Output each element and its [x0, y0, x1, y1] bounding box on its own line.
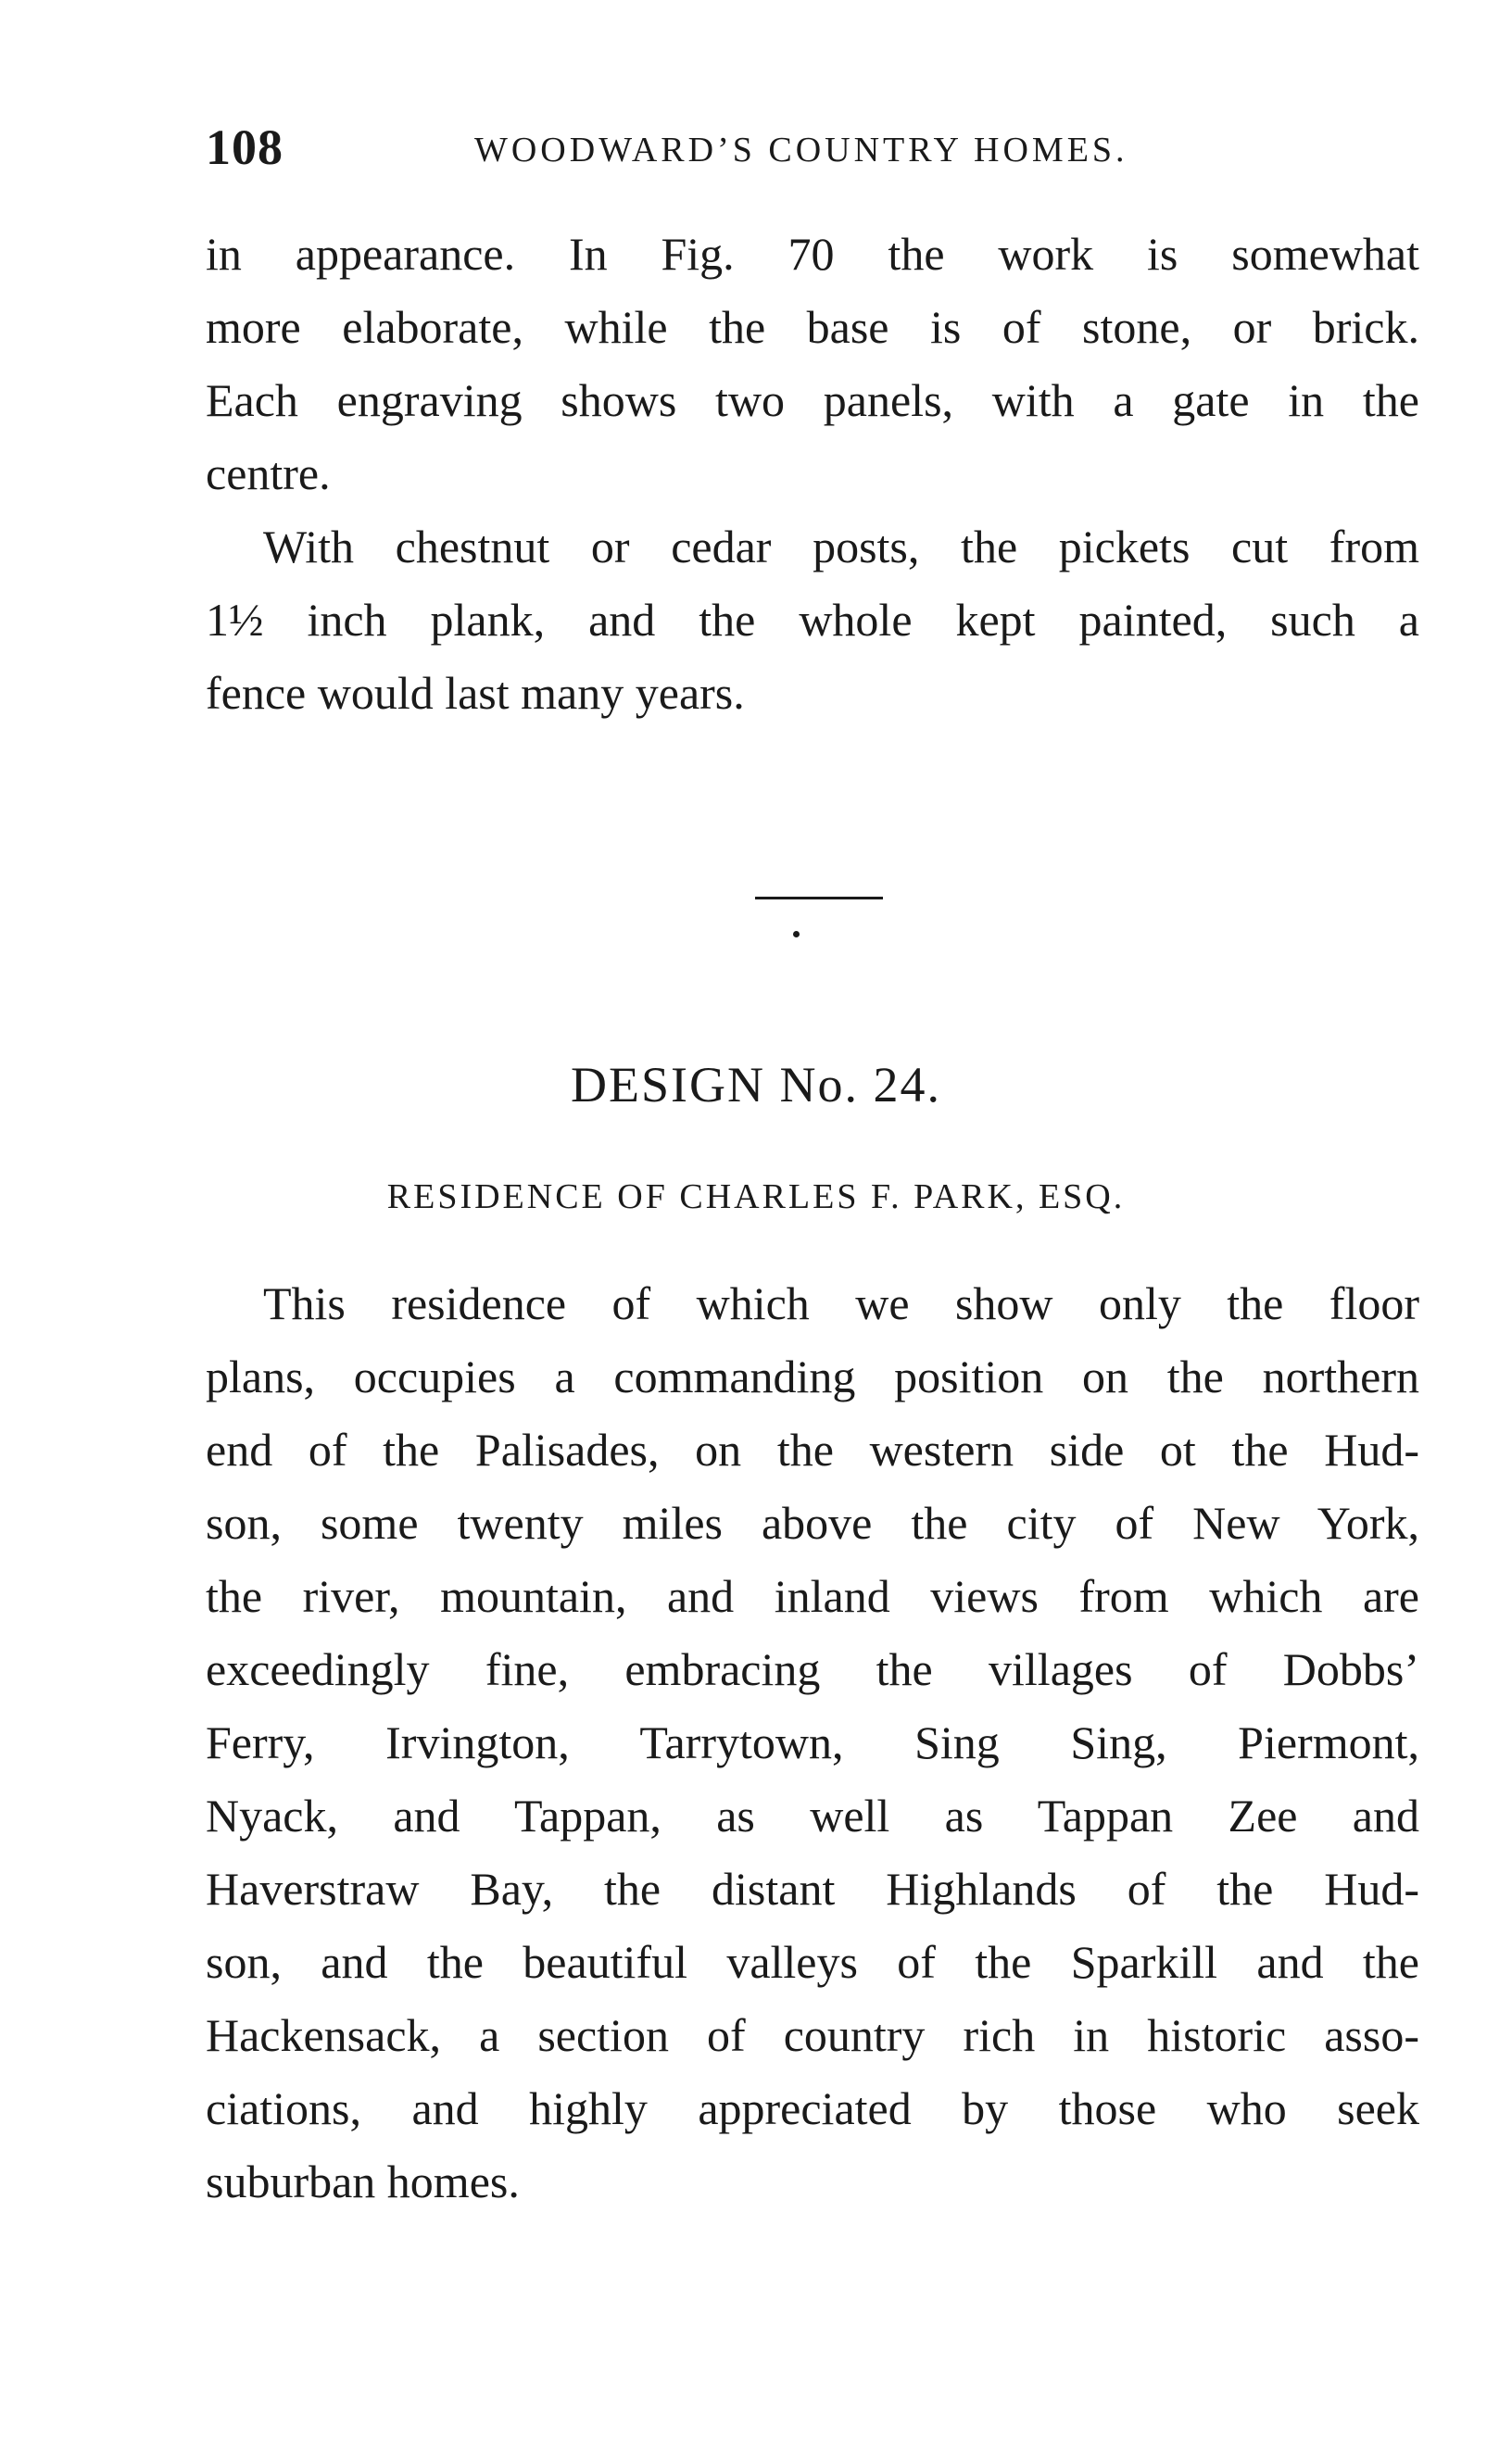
paragraph-line: Each engraving shows two panels, with a gate in the	[206, 374, 1419, 426]
paragraph-line: Nyack, and Tappan, as well as Tappan Zee and	[206, 1790, 1419, 1842]
paragraph-line: plans, occupies a commanding position on the northern	[206, 1351, 1419, 1402]
paragraph-line: centre.	[206, 447, 331, 499]
paragraph-line: son, and the beautiful valleys of the Sparkill and the	[206, 1936, 1419, 1988]
paragraph-line: end of the Palisades, on the western side ot the Hud-	[206, 1424, 1419, 1476]
paragraph-line: suburban homes.	[206, 2156, 520, 2207]
paragraph-line: ciations, and highly appreciated by those who seek	[206, 2082, 1419, 2134]
paragraph-line: Haverstraw Bay, the distant Highlands of the Hud-	[206, 1863, 1419, 1915]
paragraph-line: With chestnut or cedar posts, the pickets cut from	[263, 521, 1419, 572]
page-number: 108	[206, 119, 284, 175]
paragraph-line: son, some twenty miles above the city of New York,	[206, 1497, 1419, 1549]
paragraph-line: exceedingly fine, embracing the villages of Dobbs’	[206, 1643, 1419, 1695]
paragraph-line: Hackensack, a section of country rich in historic asso-	[206, 2009, 1419, 2061]
running-head: WOODWARD’S COUNTRY HOMES.	[474, 131, 1128, 170]
body-text-top	[206, 218, 1419, 730]
paragraph-line: more elaborate, while the base is of stone, or brick.	[206, 301, 1419, 353]
design-title: DESIGN No. 24.	[571, 1057, 941, 1113]
paragraph-line: 1½ inch plank, and the whole kept painted, such a	[206, 594, 1419, 646]
page-header	[206, 119, 1429, 193]
section-divider-dot	[793, 931, 800, 937]
paragraph-line: This residence of which we show only the floor	[263, 1277, 1419, 1329]
section-divider-rule	[755, 897, 883, 899]
paragraph-line: Ferry, Irvington, Tarrytown, Sing Sing, Piermont,	[206, 1716, 1419, 1768]
design-subtitle: RESIDENCE OF CHARLES F. PARK, ESQ.	[386, 1177, 1126, 1216]
paragraph-line: fence would last many years.	[206, 667, 745, 719]
paragraph-line: in appearance. In Fig. 70 the work is somewhat	[206, 228, 1419, 280]
body-text-bottom	[206, 1267, 1419, 2219]
paragraph-line: the river, mountain, and inland views from which are	[206, 1570, 1419, 1622]
